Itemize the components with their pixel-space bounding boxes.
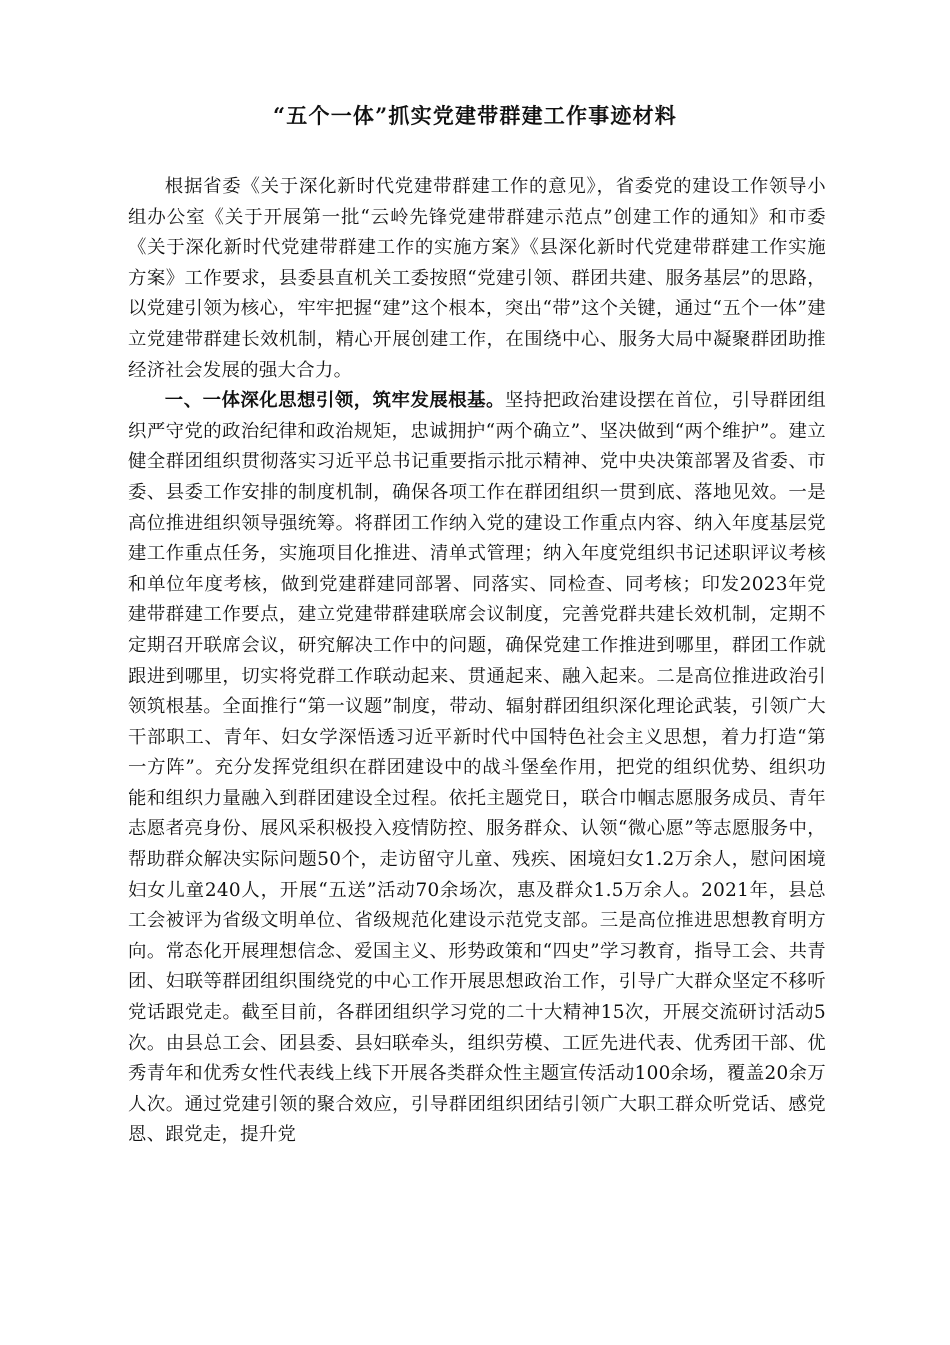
section-one-paragraph bbox=[128, 386, 826, 1151]
document-title: “五个一体”抓实党建带群建工作事迹材料 bbox=[273, 103, 677, 128]
document-body bbox=[128, 172, 826, 1151]
paragraph-text: 根据省委《关于深化新时代党建带群建工作的意见》，省委党的建设工作领导小组办公室《关于开展第一批“云岭先锋党建带群建示范点”创建工作的通知》和市委《关于深化新时代党建带群建工作的实施方案》《县深化新时代党建带群建工作实施方案》工作要求，县委县直机关工委按照“党建引领、群团共建、服务基层”的思路，以党建引领为核心，牢牢把握“建”这个根本，突出“带”这个关键，通过“五个一体”建立党建带群建长效机制，精心开展创建工作，在围绕中心、服务大局中凝聚群团助推经济社会发展的强大合力。 bbox=[128, 176, 826, 381]
paragraph-text: 坚持把政治建设摆在首位，引导群团组织严守党的政治纪律和政治规矩，忠诚拥护“两个确立”、坚决做到“两个维护”。建立健全群团组织贯彻落实习近平总书记重要指示批示精神、党中央决策部署及省委、市委、县委工作安排的制度机制，确保各项工作在群团组织一贯到底、落地见效。一是高位推进组织领导强统筹。将群团工作纳入党的建设工作重点内容、纳入年度基层党建工作重点任务，实施项目化推进、清单式管理；纳入年度党组织书记述职评议考核和单位年度考核，做到党建群建同部署、同落实、同检查、同考核；印发2023年党建带群建工作要点，建立党建带群建联席会议制度，完善党群共建长效机制，定期不定期召开联席会议，研究解决工作中的问题，确保党建工作推进到哪里，群团工作就跟进到哪里，切实将党群工作联动起来、贯通起来、融入起来。二是高位推进政治引领筑根基。全面推行“第一议题”制度，带动、辐射群团组织深化理论武装，引领广大干部职工、青年、妇女学深悟透习近平新时代中国特色社会主义思想，着力打造“第一方阵”。充分发挥党组织在群团建设中的战斗堡垒作用，把党的组织优势、组织功能和组织力量融入到群团建设全过程。依托主题党日，联合巾帼志愿服务成员、青年志愿者亮身份、展风采积极投入疫情防控、服务群众、认领“微心愿”等志愿服务中，帮助群众解决实际问题50个，走访留守儿童、残疾、困境妇女1.2万余人，慰问困境妇女儿童240人，开展“五送”活动70余场次，惠及群众1.5万余人。2021年，县总工会被评为省级文明单位、省级规范化建设示范党支部。三是高位推进思想教育明方向。常态化开展理想信念、爱国主义、形势政策和“四史”学习教育，指导工会、共青团、妇联等群团组织围绕党的中心工作开展思想政治工作，引导广大群众坚定不移听党话跟党走。截至目前，各群团组织学习党的二十大精神15次，开展交流研讨活动5次。由县总工会、团县委、县妇联牵头，组织劳模、工匠先进代表、优秀团干部、优秀青年和优秀女性代表线上线下开展各类群众性主题宣传活动100余场，覆盖20余万人次。通过党建引领的聚合效应，引导群团组织团结引领广大职工群众听党话、感党恩、跟党走，提升党 bbox=[128, 390, 826, 1146]
intro-paragraph bbox=[128, 172, 826, 386]
section-heading: 一、一体深化思想引领，筑牢发展根基。 bbox=[164, 390, 505, 412]
